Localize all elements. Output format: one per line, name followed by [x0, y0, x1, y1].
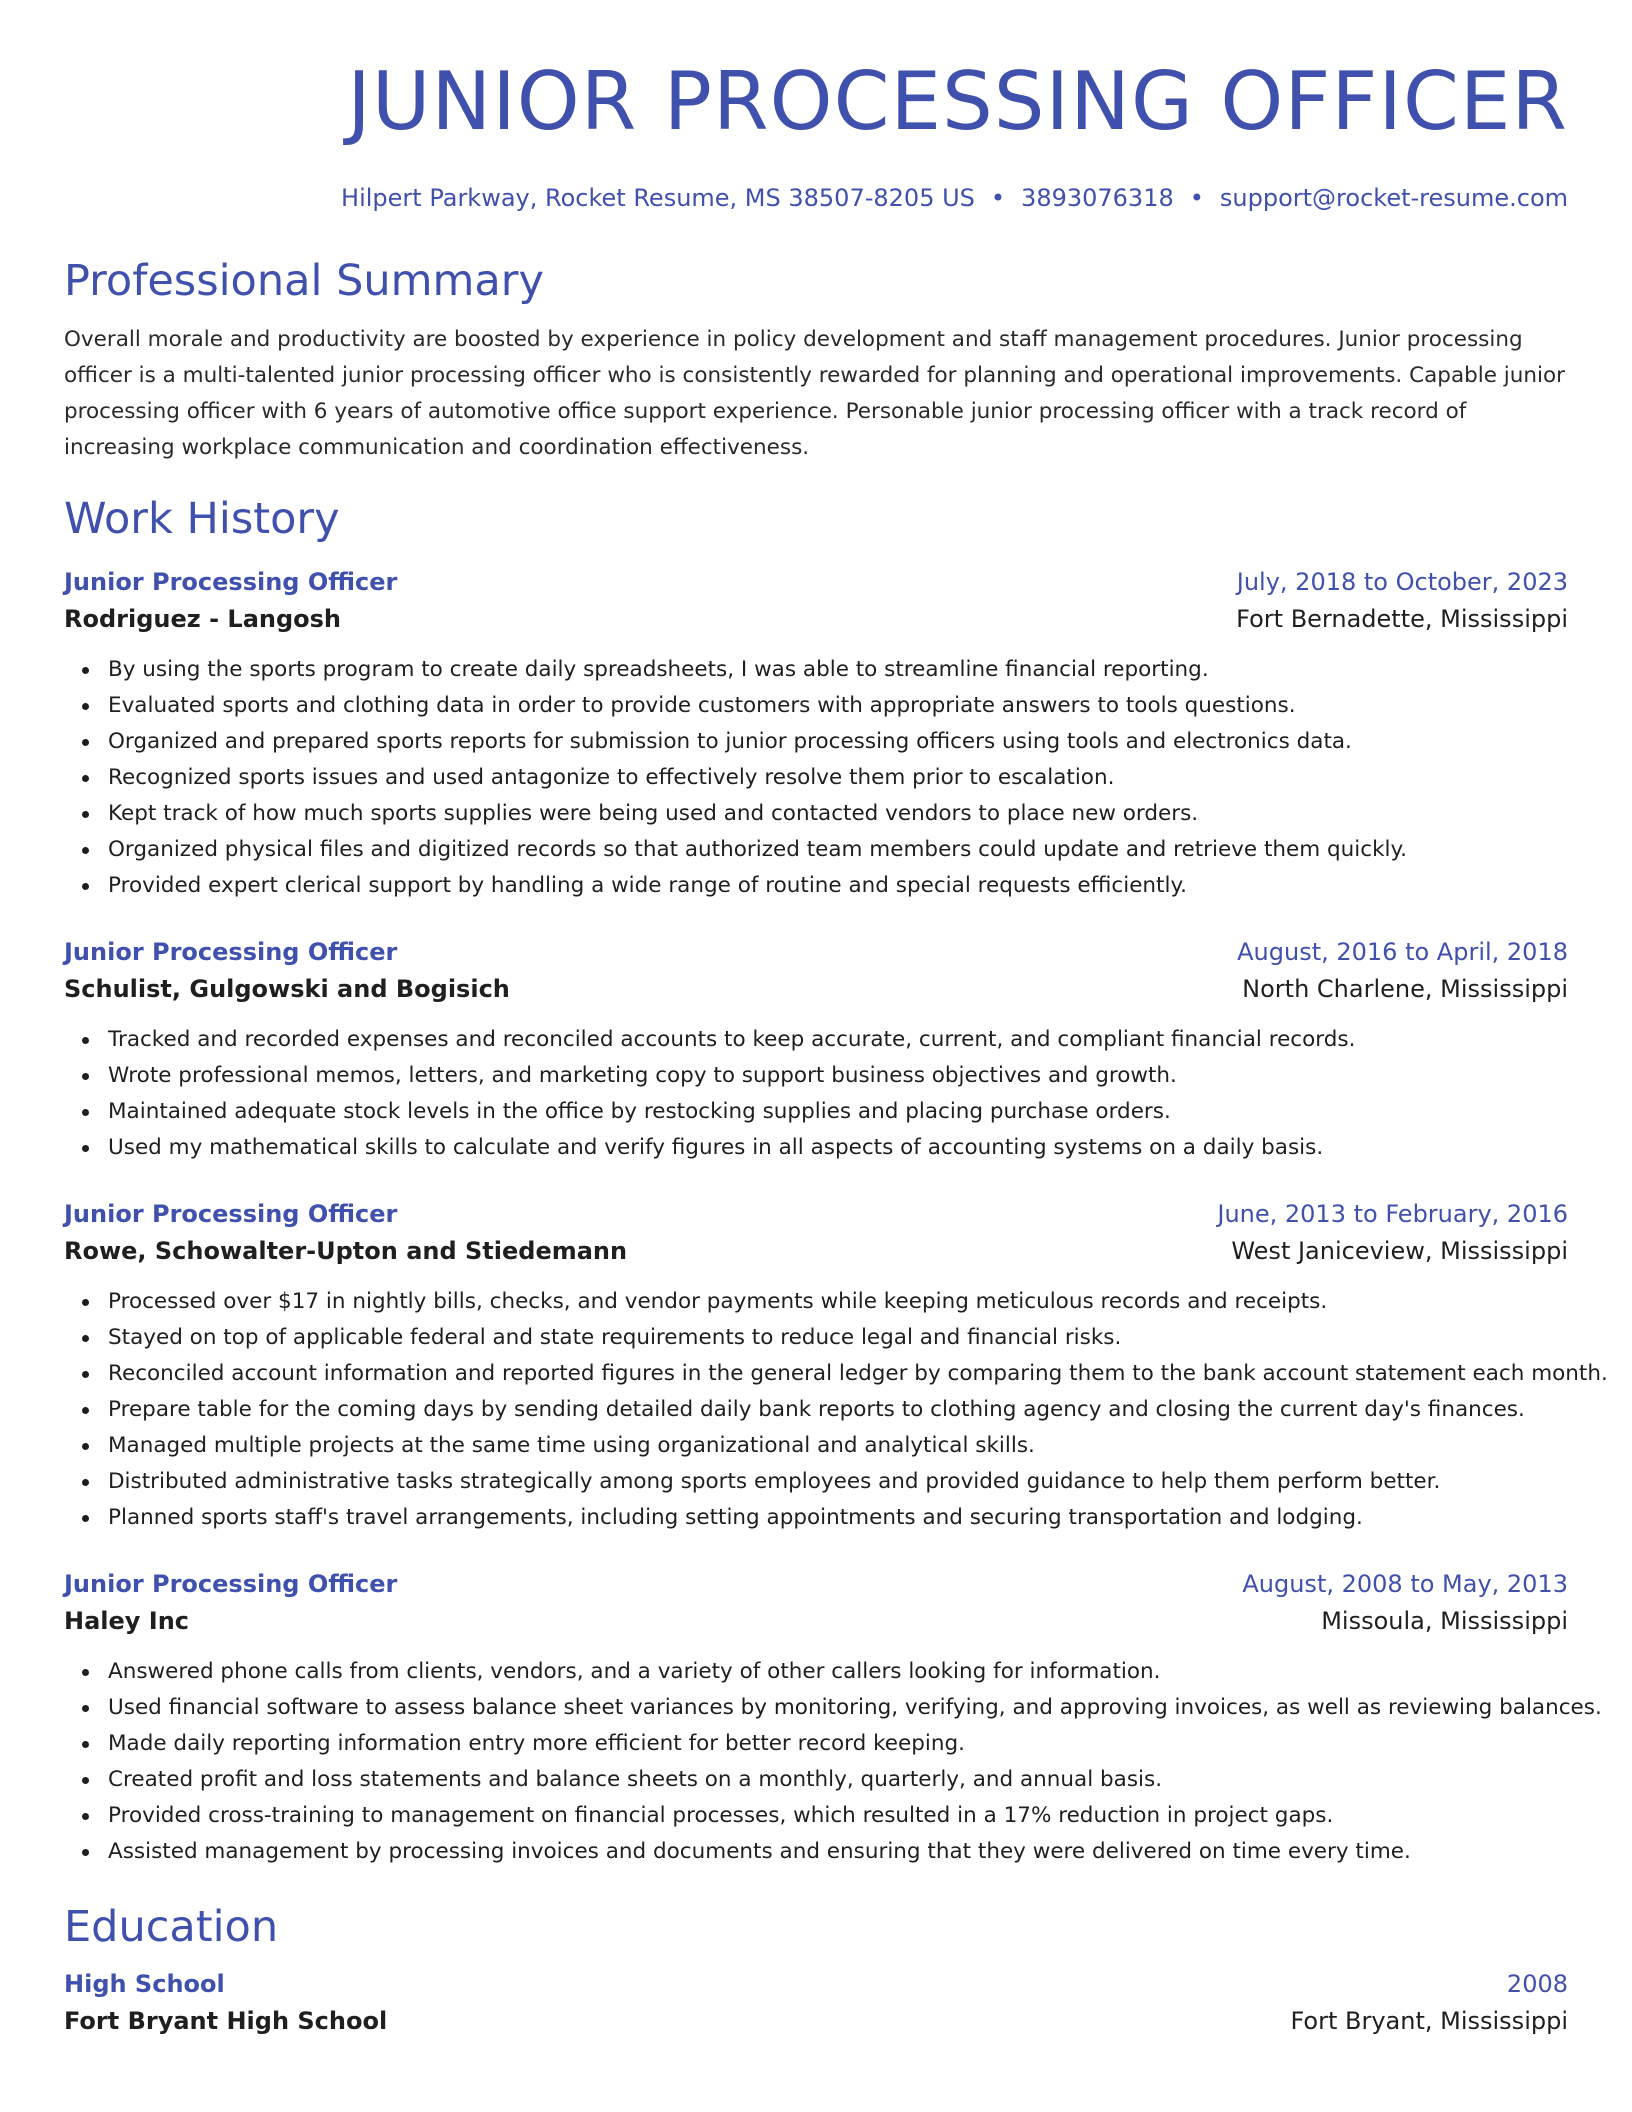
job-company: Rodriguez - Langosh [64, 605, 342, 633]
list-item: Stayed on top of applicable federal and state requirements to reduce legal and financial risks. [108, 1320, 1568, 1356]
job-title: Junior Processing Officer [64, 1570, 398, 1598]
list-item: Maintained adequate stock levels in the office by restocking supplies and placing purchase orders. [108, 1094, 1568, 1130]
list-item: Wrote professional memos, letters, and marketing copy to support business objectives and growth. [108, 1058, 1568, 1094]
list-item: Used financial software to assess balance sheet variances by monitoring, verifying, and approving invoices, as well as reviewing balances. [108, 1690, 1568, 1726]
job-bullets [64, 1654, 1602, 1870]
job-dates: August, 2016 to April, 2018 [1237, 938, 1568, 966]
job-bullets [64, 1022, 1568, 1166]
summary-heading: Professional Summary [64, 256, 544, 306]
job-location: Fort Bernadette, Mississippi [1236, 605, 1568, 633]
list-item: Created profit and loss statements and balance sheets on a monthly, quarterly, and annual basis. [108, 1762, 1568, 1798]
job-entry [64, 1196, 1608, 1536]
list-item: Answered phone calls from clients, vendors, and a variety of other callers looking for information. [108, 1654, 1568, 1690]
contact-line [64, 182, 1568, 214]
list-item: Organized and prepared sports reports for submission to junior processing officers using tools and electronics data. [108, 724, 1568, 760]
list-item: Prepare table for the coming days by sending detailed daily bank reports to clothing agency and closing the current day's finances. [108, 1392, 1568, 1428]
contact-separator: • [990, 184, 1006, 212]
list-item: Planned sports staff's travel arrangements, including setting appointments and securing transportation and lodging. [108, 1500, 1568, 1536]
job-entry [64, 934, 1568, 1166]
job-dates: August, 2008 to May, 2013 [1242, 1570, 1568, 1598]
job-company: Haley Inc [64, 1607, 190, 1635]
summary-text: Overall morale and productivity are boosted by experience in policy development and staff management procedures. Junior processing officer is a multi-talented junior processing officer who is consistently rewarded for planning and operational improvements. Capable junior processing officer with 6 years of automotive office support experience. Personable junior processing officer with a track record of increasing workplace communication and coordination effectiveness. [64, 327, 1565, 460]
work-history-section [64, 492, 1608, 1870]
list-item: Made daily reporting information entry more efficient for better record keeping. [108, 1726, 1568, 1762]
work-history-heading: Work History [64, 494, 340, 544]
list-item: Reconciled account information and reported figures in the general ledger by comparing them to the bank account statement each month. [108, 1356, 1568, 1392]
education-entry [64, 1966, 1568, 2040]
job-bullets [64, 652, 1568, 904]
job-dates: June, 2013 to February, 2016 [1217, 1200, 1568, 1228]
education-location: Fort Bryant, Mississippi [1290, 2007, 1568, 2035]
job-title: Junior Processing Officer [64, 568, 398, 596]
education-section [64, 1900, 1568, 2040]
contact-separator: • [1189, 184, 1204, 212]
contact-phone: 3893076318 [1021, 184, 1174, 212]
contact-address: Hilpert Parkway, Rocket Resume, MS 38507-8205 US [341, 184, 975, 212]
education-school: Fort Bryant High School [64, 2007, 388, 2035]
summary-section [64, 254, 1568, 466]
job-bullets [64, 1284, 1608, 1536]
resume-header [64, 54, 1568, 214]
list-item: Organized physical files and digitized records so that authorized team members could update and retrieve them quickly. [108, 832, 1568, 868]
job-company: Schulist, Gulgowski and Bogisich [64, 975, 510, 1003]
education-degree: High School [64, 1970, 225, 1998]
list-item: Processed over $17 in nightly bills, checks, and vendor payments while keeping meticulous records and receipts. [108, 1284, 1568, 1320]
job-entry [64, 1566, 1602, 1870]
list-item: Evaluated sports and clothing data in order to provide customers with appropriate answers to tools questions. [108, 688, 1568, 724]
list-item: By using the sports program to create daily spreadsheets, I was able to streamline financial reporting. [108, 652, 1568, 688]
job-location: West Janiceview, Mississippi [1231, 1237, 1568, 1265]
contact-email: support@rocket-resume.com [1219, 184, 1568, 212]
candidate-name: JUNIOR PROCESSING OFFICER [347, 55, 1568, 148]
list-item: Managed multiple projects at the same time using organizational and analytical skills. [108, 1428, 1568, 1464]
list-item: Assisted management by processing invoices and documents and ensuring that they were delivered on time every time. [108, 1834, 1568, 1870]
job-entry [64, 564, 1568, 904]
list-item: Recognized sports issues and used antagonize to effectively resolve them prior to escalation. [108, 760, 1568, 796]
list-item: Used my mathematical skills to calculate and verify figures in all aspects of accounting systems on a daily basis. [108, 1130, 1568, 1166]
job-company: Rowe, Schowalter-Upton and Stiedemann [64, 1237, 628, 1265]
job-location: North Charlene, Mississippi [1242, 975, 1568, 1003]
list-item: Provided expert clerical support by handling a wide range of routine and special requests efficiently. [108, 868, 1568, 904]
list-item: Provided cross-training to management on financial processes, which resulted in a 17% reduction in project gaps. [108, 1798, 1568, 1834]
list-item: Kept track of how much sports supplies were being used and contacted vendors to place new orders. [108, 796, 1568, 832]
job-dates: July, 2018 to October, 2023 [1236, 568, 1568, 596]
education-heading: Education [64, 1902, 279, 1952]
list-item: Tracked and recorded expenses and reconciled accounts to keep accurate, current, and compliant financial records. [108, 1022, 1568, 1058]
job-location: Missoula, Mississippi [1321, 1607, 1568, 1635]
job-title: Junior Processing Officer [64, 938, 398, 966]
job-title: Junior Processing Officer [64, 1200, 398, 1228]
education-year: 2008 [1506, 1970, 1568, 1998]
list-item: Distributed administrative tasks strategically among sports employees and provided guidance to help them perform better. [108, 1464, 1568, 1500]
